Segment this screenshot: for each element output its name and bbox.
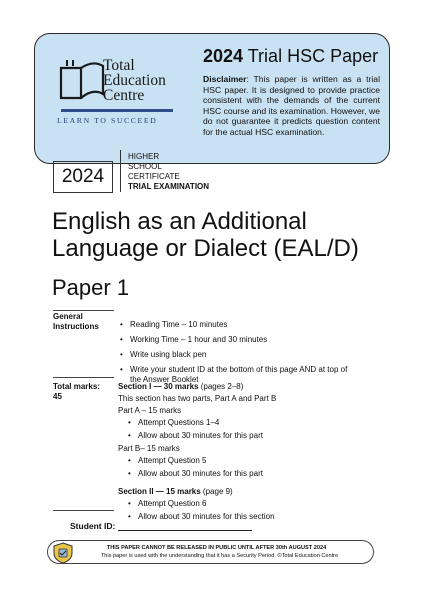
section-2-heading: Section II — 15 marks (page 9) bbox=[118, 487, 233, 496]
footer-copyright: This paper is used with the understanding that it has a Security Period. ©Total Education Centre bbox=[100, 553, 339, 559]
subject-title: English as an Additional Language or Dialect (EAL/D) bbox=[52, 208, 359, 262]
divider bbox=[120, 150, 121, 192]
hsc-heading: HIGHER SCHOOL CERTIFICATE TRIAL EXAMINATION bbox=[128, 152, 210, 191]
banner-year: 2024 bbox=[203, 46, 244, 66]
header-banner bbox=[34, 33, 390, 164]
divider bbox=[53, 510, 114, 511]
open-book-icon bbox=[59, 58, 107, 102]
list-item: • Allow about 30 minutes for this part bbox=[128, 469, 368, 479]
list-item: • Allow about 30 minutes for this section bbox=[128, 512, 368, 522]
footer-warning: THIS PAPER CANNOT BE RELEASED IN PUBLIC UNTIL AFTER 30th AUGUST 2024 bbox=[106, 545, 327, 551]
banner-title bbox=[203, 46, 378, 67]
logo-tagline: LEARN TO SUCCEED bbox=[57, 116, 158, 125]
banner-title-text: Trial HSC Paper bbox=[247, 46, 379, 66]
divider bbox=[53, 310, 114, 311]
student-id-field[interactable] bbox=[118, 530, 252, 531]
paper-label: Paper 1 bbox=[52, 275, 130, 300]
marks-breakdown bbox=[118, 382, 368, 525]
logo-wordmark: Total Education Centre bbox=[103, 57, 166, 104]
list-item: • Attempt Question 5 bbox=[128, 456, 368, 466]
security-footer bbox=[47, 540, 374, 564]
list-item: • Reading Time – 10 minutes bbox=[120, 320, 360, 330]
divider bbox=[53, 377, 114, 378]
section-1-desc: This section has two parts, Part A and Part B bbox=[118, 394, 277, 403]
list-item: • Attempt Question 6 bbox=[128, 499, 368, 509]
student-id-label: Student ID: bbox=[70, 521, 116, 531]
general-instructions-list bbox=[120, 320, 360, 390]
list-item: • Write your student ID at the bottom of this page AND at top of the Answer Booklet bbox=[120, 365, 360, 385]
part-b-label: Part B– 15 marks bbox=[118, 444, 180, 453]
section-1-heading: Section I — 30 marks (pages 2–8) bbox=[118, 382, 244, 391]
total-marks-label: Total marks: 45 bbox=[53, 382, 100, 401]
list-item: • Allow about 30 minutes for this part bbox=[128, 431, 368, 441]
list-item: • Working Time – 1 hour and 30 minutes bbox=[120, 335, 360, 345]
exam-year-box: 2024 bbox=[53, 161, 113, 193]
logo-rule bbox=[61, 109, 173, 112]
general-instructions-label: General Instructions bbox=[53, 312, 99, 331]
disclaimer: Disclaimer: This paper is written as a trial HSC paper. It is designed to provide practice consistent with the demands of the current HSC course and its examination. However, we do not guarantee it predicts question content for the actual HSC examination. bbox=[203, 74, 380, 137]
part-a-label: Part A – 15 marks bbox=[118, 406, 182, 415]
tec-logo bbox=[55, 54, 175, 136]
list-item: • Write using black pen bbox=[120, 350, 360, 360]
list-item: • Attempt Questions 1–4 bbox=[128, 418, 368, 428]
